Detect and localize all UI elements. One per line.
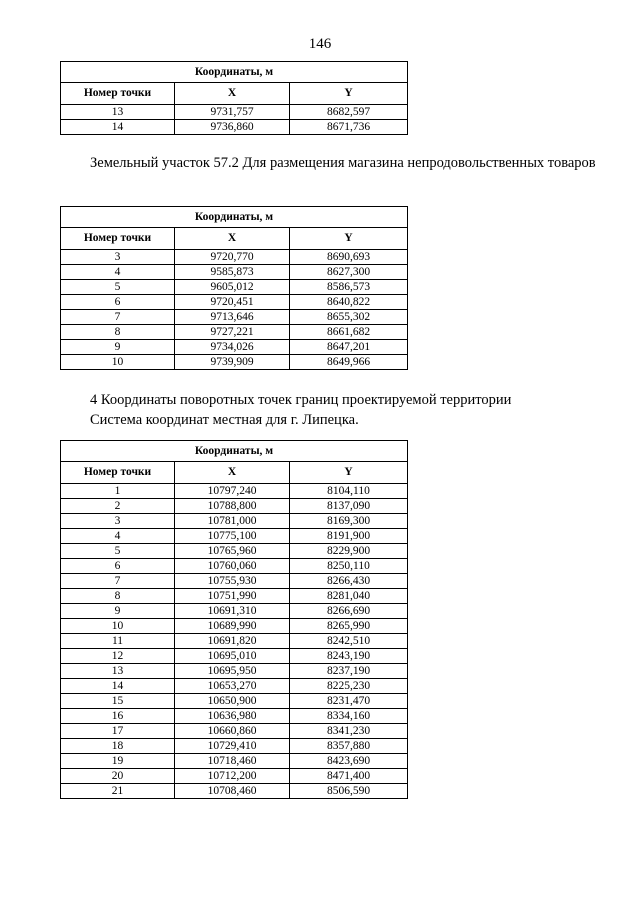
table-row <box>61 754 408 769</box>
table-cell: 9731,757 <box>175 105 290 120</box>
table-row <box>61 499 408 514</box>
table-cell: 10636,980 <box>175 709 290 724</box>
table-cell: 14 <box>61 120 175 135</box>
table-title: Координаты, м <box>61 207 408 228</box>
table-cell: 8243,190 <box>290 649 408 664</box>
coordinates-table <box>60 440 408 799</box>
table-row <box>61 664 408 679</box>
table-cell: 9605,012 <box>175 280 290 295</box>
table-cell: 3 <box>61 514 175 529</box>
land-plot-caption: Земельный участок 57.2 Для размещения магазина непродовольственных товаров <box>90 155 596 171</box>
table-cell: 8231,470 <box>290 694 408 709</box>
table-cell: 6 <box>61 559 175 574</box>
table-cell: 21 <box>61 784 175 799</box>
table-title-row <box>61 62 408 83</box>
table-cell: 10781,000 <box>175 514 290 529</box>
table-cell: 7 <box>61 574 175 589</box>
table-cell: 10 <box>61 355 175 370</box>
table-cell: 19 <box>61 754 175 769</box>
column-header: Y <box>290 462 408 484</box>
table-cell: 10689,990 <box>175 619 290 634</box>
table-cell: 10660,860 <box>175 724 290 739</box>
table-cell: 10695,010 <box>175 649 290 664</box>
table-cell: 9585,873 <box>175 265 290 280</box>
table-cell: 8506,590 <box>290 784 408 799</box>
table-row <box>61 649 408 664</box>
table-row <box>61 544 408 559</box>
table-row <box>61 280 408 295</box>
column-header: Y <box>290 228 408 250</box>
table-cell: 11 <box>61 634 175 649</box>
table-cell: 14 <box>61 679 175 694</box>
table-cell: 8647,201 <box>290 340 408 355</box>
coordinates-table <box>60 206 408 370</box>
table-header-row <box>61 462 408 484</box>
table-cell: 2 <box>61 499 175 514</box>
column-header: Номер точки <box>61 83 175 105</box>
table-cell: 9720,451 <box>175 295 290 310</box>
table-cell: 12 <box>61 649 175 664</box>
table-row <box>61 310 408 325</box>
table-header-row <box>61 83 408 105</box>
table-cell: 8137,090 <box>290 499 408 514</box>
table-title: Координаты, м <box>61 441 408 462</box>
column-header: Y <box>290 83 408 105</box>
table-cell: 8471,400 <box>290 769 408 784</box>
table-cell: 6 <box>61 295 175 310</box>
table-header-row <box>61 228 408 250</box>
table-cell: 9 <box>61 340 175 355</box>
table-cell: 9727,221 <box>175 325 290 340</box>
table-cell: 10691,820 <box>175 634 290 649</box>
table-cell: 10650,900 <box>175 694 290 709</box>
table-cell: 8671,736 <box>290 120 408 135</box>
page-number: 146 <box>308 36 332 52</box>
table-cell: 8266,690 <box>290 604 408 619</box>
table-cell: 8104,110 <box>290 484 408 499</box>
table-title: Координаты, м <box>61 62 408 83</box>
table-cell: 8640,822 <box>290 295 408 310</box>
coordinates-table <box>60 61 408 135</box>
table-row <box>61 784 408 799</box>
table-cell: 8191,900 <box>290 529 408 544</box>
table-cell: 8627,300 <box>290 265 408 280</box>
table-cell: 7 <box>61 310 175 325</box>
table-cell: 10 <box>61 619 175 634</box>
column-header: X <box>175 228 290 250</box>
table-row <box>61 265 408 280</box>
table-cell: 8341,230 <box>290 724 408 739</box>
column-header: Номер точки <box>61 462 175 484</box>
table-cell: 9 <box>61 604 175 619</box>
table-row <box>61 295 408 310</box>
table-cell: 8690,693 <box>290 250 408 265</box>
table-row <box>61 529 408 544</box>
table-cell: 8649,966 <box>290 355 408 370</box>
table-cell: 5 <box>61 280 175 295</box>
table-row <box>61 120 408 135</box>
table-cell: 8 <box>61 325 175 340</box>
column-header: Номер точки <box>61 228 175 250</box>
table-cell: 10691,310 <box>175 604 290 619</box>
table-cell: 5 <box>61 544 175 559</box>
table-cell: 3 <box>61 250 175 265</box>
table-cell: 10718,460 <box>175 754 290 769</box>
table-row <box>61 739 408 754</box>
table-cell: 8229,900 <box>290 544 408 559</box>
table-cell: 8242,510 <box>290 634 408 649</box>
table-row <box>61 514 408 529</box>
table-cell: 10751,990 <box>175 589 290 604</box>
table-cell: 10788,800 <box>175 499 290 514</box>
table-row <box>61 325 408 340</box>
table-cell: 10775,100 <box>175 529 290 544</box>
table-cell: 1 <box>61 484 175 499</box>
table-cell: 9739,909 <box>175 355 290 370</box>
table-cell: 8169,300 <box>290 514 408 529</box>
table-cell: 18 <box>61 739 175 754</box>
table-row <box>61 634 408 649</box>
table-cell: 10695,950 <box>175 664 290 679</box>
table-row <box>61 709 408 724</box>
table-row <box>61 105 408 120</box>
table-cell: 8237,190 <box>290 664 408 679</box>
table-cell: 10653,270 <box>175 679 290 694</box>
table-cell: 10765,960 <box>175 544 290 559</box>
table-cell: 13 <box>61 105 175 120</box>
table-cell: 15 <box>61 694 175 709</box>
table-cell: 10760,060 <box>175 559 290 574</box>
table-cell: 16 <box>61 709 175 724</box>
table-cell: 10708,460 <box>175 784 290 799</box>
section-heading: 4 Координаты поворотных точек границ проектируемой территории <box>90 392 512 408</box>
table-cell: 10755,930 <box>175 574 290 589</box>
table-cell: 9713,646 <box>175 310 290 325</box>
table-cell: 8334,160 <box>290 709 408 724</box>
table-cell: 10712,200 <box>175 769 290 784</box>
table-cell: 8 <box>61 589 175 604</box>
table-row <box>61 484 408 499</box>
table-cell: 20 <box>61 769 175 784</box>
table-row <box>61 340 408 355</box>
table-row <box>61 559 408 574</box>
table-row <box>61 694 408 709</box>
table-row <box>61 589 408 604</box>
table-cell: 8586,573 <box>290 280 408 295</box>
table-row <box>61 604 408 619</box>
table-cell: 8682,597 <box>290 105 408 120</box>
table-cell: 8661,682 <box>290 325 408 340</box>
table-cell: 10797,240 <box>175 484 290 499</box>
table-row <box>61 619 408 634</box>
table-row <box>61 724 408 739</box>
table-cell: 13 <box>61 664 175 679</box>
coordinate-system-note: Система координат местная для г. Липецка. <box>90 412 359 428</box>
table-cell: 8281,040 <box>290 589 408 604</box>
table-title-row <box>61 441 408 462</box>
table-row <box>61 250 408 265</box>
table-cell: 8266,430 <box>290 574 408 589</box>
table-cell: 8225,230 <box>290 679 408 694</box>
table-cell: 17 <box>61 724 175 739</box>
column-header: X <box>175 83 290 105</box>
table-cell: 8423,690 <box>290 754 408 769</box>
table-cell: 9720,770 <box>175 250 290 265</box>
table-cell: 4 <box>61 265 175 280</box>
table-row <box>61 355 408 370</box>
table-cell: 8655,302 <box>290 310 408 325</box>
table-title-row <box>61 207 408 228</box>
table-cell: 9734,026 <box>175 340 290 355</box>
table-cell: 10729,410 <box>175 739 290 754</box>
table-cell: 8250,110 <box>290 559 408 574</box>
table-cell: 8357,880 <box>290 739 408 754</box>
table-cell: 8265,990 <box>290 619 408 634</box>
column-header: X <box>175 462 290 484</box>
table-cell: 9736,860 <box>175 120 290 135</box>
table-row <box>61 679 408 694</box>
table-cell: 4 <box>61 529 175 544</box>
table-row <box>61 769 408 784</box>
table-row <box>61 574 408 589</box>
